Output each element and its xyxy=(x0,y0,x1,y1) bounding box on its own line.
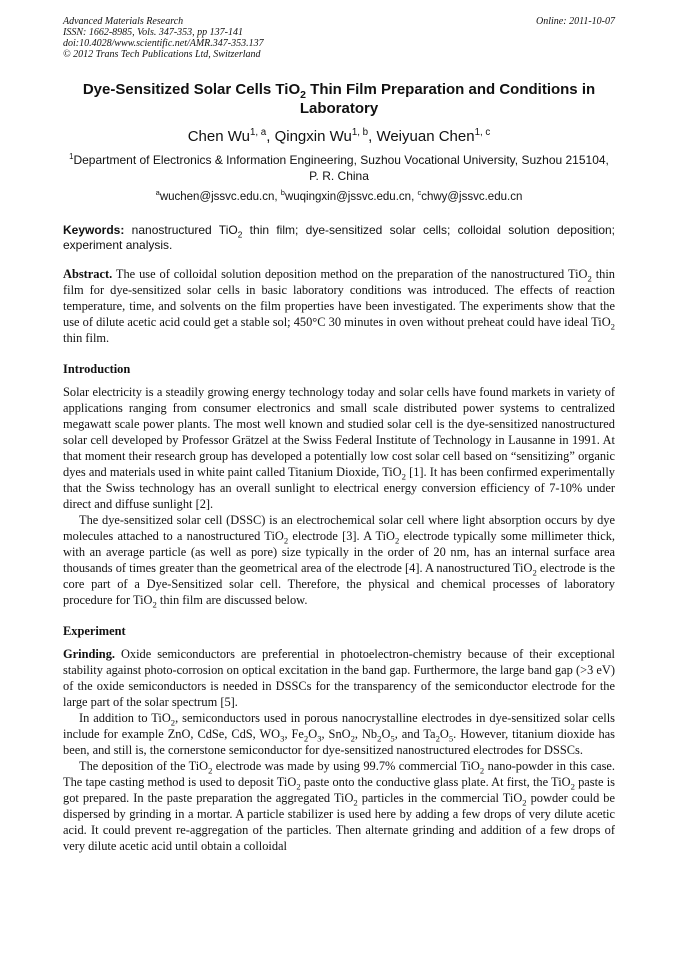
section-heading-experiment: Experiment xyxy=(63,624,126,638)
journal-copyright: © 2012 Trans Tech Publications Ltd, Switzerland xyxy=(63,49,261,60)
author-list: Chen Wu$^{1, a}$, Qingxin Wu$^{1, b}$, Weiyuan Chen$^{1, c}$ xyxy=(187,127,491,145)
abstract: Abstract. The use of colloidal solution deposition method on the preparation of the nanostructured TiO$_2$ thin film for dye-sensitized solar cells in basic laboratory conditions was introduced. The effects of reaction temperature, time, and solvents on the film properties have been investigated. The experiments show that the use of dilute acetic acid could get a stable sol; 450°C 30 minutes in oven without preheat could have ideal TiO$_2$ thin film. xyxy=(63,267,615,345)
paragraph: Grinding. Oxide semiconductors are preferential in photoelectron-chemistry because of their exceptional stability against photo-corrosion on optical excitation in the band gap. Furthermore, the large band gap (>3 eV) of the oxide semiconductors is needed in DSSCs for the transparency of the semiconductor electrode for the large part of the solar spectrum [5]. xyxy=(63,647,615,709)
author-emails: $^a$wuchen@jssvc.edu.cn, $^b$wuqingxin@jssvc.edu.cn, $^c$chwy@jssvc.edu.cn xyxy=(155,188,523,203)
paper-title: Dye-Sensitized Solar Cells TiO$_2$ Thin Film Preparation and Conditions in Laboratory xyxy=(82,81,596,117)
paragraph: The deposition of the TiO$_2$ electrode was made by using 99.7% commercial TiO$_2$ nano-powder in this case. The tape casting method is used to deposit TiO$_2$ paste onto the conductive glass plate. At first, the TiO$_2$ paste is got prepared. In the paste preparation the aggregated TiO$_2$ particles in the commercial TiO$_2$ powder could be dispersed by grinding in a mortar. A particle stabilizer is used here by adding a few drops of very dilute acetic acid. It could prevent re-aggregation of the particles. Then alternate grinding and addition of a few drops of very dilute acetic acid until obtain a colloidal xyxy=(63,759,616,853)
paragraph: In addition to TiO$_2$, semiconductors used in porous nanocrystalline electrodes in dye-sensitized solar cells include for example ZnO, CdSe, CdS, $WO_3$, $Fe_2O_3$, SnO$_2$, $Nb_2O_5$, and $Ta_2O_5$. However, titanium dioxide has been, and still is, the cornerstone semiconductor for dye-sensitized nanostructured electrodes for DSSCs. xyxy=(63,711,616,757)
paragraph: Solar electricity is a steadily growing energy technology today and solar cells have found markets in variety of applications ranging from consumer electronics and small scale distributed power systems to centralized megawatt scale power plants. The most well known and studied solar cell is the dye-sensitized nanostructured solar cell developed by Professor Grätzel at the Swiss Federal Institute of Technology in Lausanne in 1991. At that moment their research group has developed a potentially low cost solar cell based on “sensitizing” organic dyes and materials used in white paint called Titanium Dioxide, TiO$_2$ [1]. It has been confirmed experimentally that the Swiss technology has an overall sunlight to electrical energy conversion efficiency of 7-10% under direct and diffuse sunlight [2]. xyxy=(63,385,615,511)
section-heading-introduction: Introduction xyxy=(63,362,131,376)
keywords-label: Keywords: xyxy=(63,223,125,237)
journal-header xyxy=(63,16,615,60)
author-name: Qingxin Wu xyxy=(274,128,352,145)
subsection-label: Grinding. xyxy=(63,647,115,661)
paragraph: The dye-sensitized solar cell (DSSC) is an electrochemical solar cell where light absorption occurs by dye molecules attached to a nanostructured TiO$_2$ electrode [3]. A TiO$_2$ electrode typically some millimeter thick, with an average particle (as well as pore) size typically in the order of 20 nm, has an internal surface area thousands of times greater than the geometrical area of the electrode [4]. A nanostructured TiO$_2$ electrode is the core part of a Dye-Sensitized solar cell. Therefore, the physical and chemical processes of laboratory procedure for TiO$_2$ thin film are discussed below. xyxy=(63,513,615,610)
affiliation: $^1$Department of Electronics & Information Engineering, Suzhou Vocational University, Suzhou 215104, P. R. China xyxy=(69,152,609,183)
abstract-label: Abstract. xyxy=(63,267,113,281)
author-name: Chen Wu xyxy=(187,128,250,145)
email-address: wuqingxin@jssvc.edu.cn xyxy=(284,191,412,203)
keywords: Keywords: nanostructured TiO$_2$ thin film; dye-sensitized solar cells; colloidal solution deposition; experiment analysis. xyxy=(63,223,615,252)
journal-doi: doi:10.4028/www.scientific.net/AMR.347-353.137 xyxy=(63,38,264,49)
email-address: wuchen@jssvc.edu.cn xyxy=(159,191,275,203)
journal-issn: ISSN: 1662-8985, Vols. 347-353, pp 137-141 xyxy=(63,27,243,38)
journal-name: Advanced Materials Research xyxy=(63,16,184,27)
online-date: Online: 2011-10-07 xyxy=(536,16,615,27)
author-name: Weiyuan Chen xyxy=(376,128,475,145)
email-address: chwy@jssvc.edu.cn xyxy=(421,191,523,203)
